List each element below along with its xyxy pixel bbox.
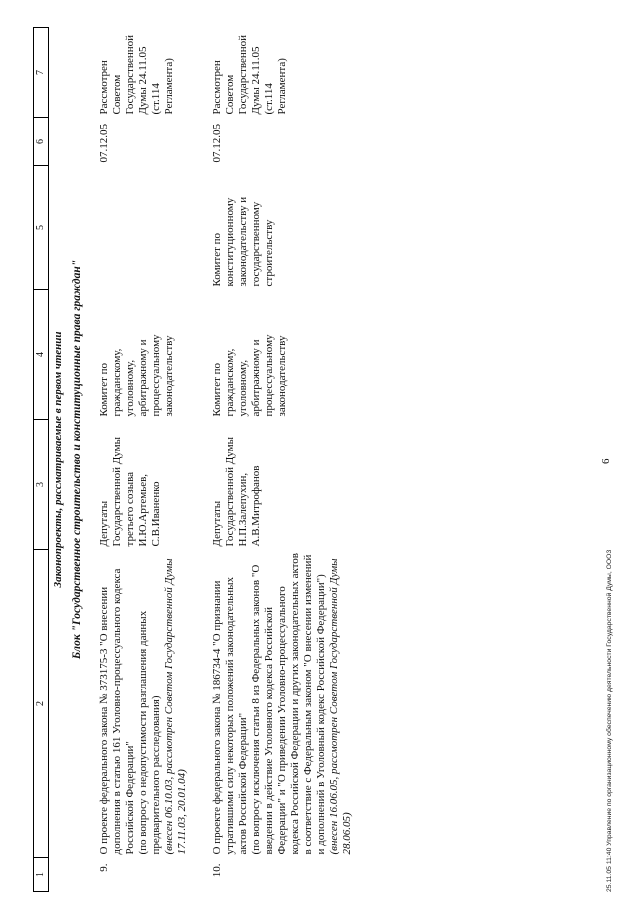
review-date: 07.12.05	[211, 124, 223, 163]
bill-subtitle: (по вопросу исключения статьи 8 из Федеральных законов "О введении в действие Уголовного кодекса Российской Федерации" и "О приведении Уголовно-процессуального кодекса Российской Федерации и других законодательных актов в соответствие с Федеральным законом "О внесении изменений и дополнений в Уголовный кодекс Российской Федерации")	[250, 552, 327, 855]
bill-note: (внесен 06.10.03, рассмотрен Советом Государственной Думы 17.11.03, 20.01.04)	[163, 558, 188, 855]
status: Рассмотрен Советом Государственной Думы 24.11.05 (ст.114 Регламента)	[211, 34, 288, 115]
bill-subtitle: (по вопросу о недопустимости разглашения данных предварительного расследования)	[137, 610, 162, 855]
table-row	[98, 28, 211, 892]
bill-title: О проекте федерального закона № 373175-3 "О внесении дополнения в статью 161 Уголовно-процессуального кодекса Российской Федерации"	[98, 568, 136, 855]
responsible-committee: Комитет по гражданскому, уголовному, арбитражному и процессуальному законодательству	[211, 334, 288, 417]
footer-stamp: 25.11.05 11:40 Управление по организационному обеспечению деятельности Государственной Думы, ООО3	[606, 549, 613, 892]
column-number: 2	[34, 550, 49, 858]
initiator: Депутаты Государственной Думы Н.П.Залепухин, А.В.Митрофанов	[211, 436, 262, 547]
responsible-committee: Комитет по гражданскому, уголовному, арбитражному и процессуальному законодательству	[98, 334, 175, 417]
status: Рассмотрен Советом Государственной Думы 24.11.05 (ст.114 Регламента)	[98, 34, 175, 115]
row-number: 10.	[211, 863, 223, 878]
bill-note: (внесен 16.06.05, рассмотрен Советом Государственной Думы 28.06.05)	[328, 558, 353, 855]
initiator: Депутаты Государственной Думы третьего созыва И.Ю.Артемьев, С.В.Иваненко	[98, 436, 162, 547]
block-heading: Блок "Государственное строительство и конституционные права граждан"	[71, 259, 83, 660]
co-committee: Комитет по конституционному законодательству и государственному строительству	[211, 196, 275, 287]
bill-description	[211, 550, 376, 858]
bills-table	[33, 28, 376, 892]
column-number: 6	[34, 118, 49, 166]
bill-description	[98, 550, 211, 858]
column-number-row	[34, 28, 49, 892]
column-number: 7	[34, 28, 49, 118]
column-number: 5	[34, 166, 49, 290]
column-number: 1	[34, 858, 49, 892]
review-date: 07.12.05	[98, 124, 110, 163]
column-number: 4	[34, 290, 49, 420]
page-number: 6	[600, 458, 612, 464]
row-number: 9.	[98, 863, 110, 872]
section-heading: Законопроекты, рассматриваемые в первом чтении	[52, 331, 64, 588]
bill-title: О проекте федерального закона № 186734-4 "О признании утратившими силу некоторых положений законодательных актов Российской Федерации"	[211, 576, 249, 855]
table-row	[211, 28, 376, 892]
column-number: 3	[34, 420, 49, 550]
co-committee	[98, 166, 211, 290]
